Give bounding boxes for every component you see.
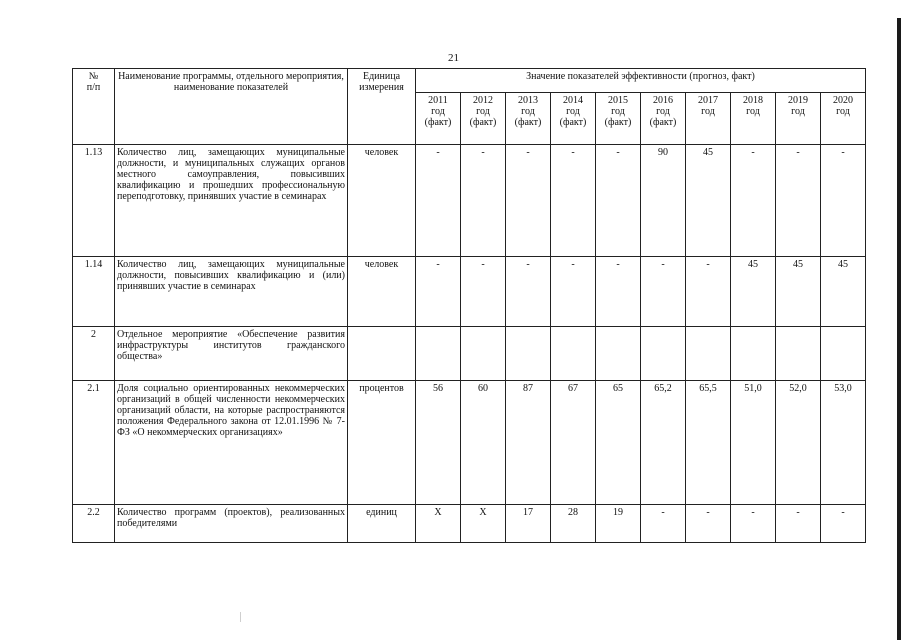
- row-number: 2.2: [73, 505, 115, 543]
- header-year-2020: 2020 год: [821, 93, 866, 145]
- indicators-table: [72, 68, 866, 543]
- indicator-value: -: [641, 257, 686, 327]
- table-row: [73, 257, 866, 327]
- page-edge-shadow: [897, 18, 901, 640]
- indicator-value: 28: [551, 505, 596, 543]
- indicator-value: -: [686, 257, 731, 327]
- indicator-value: [596, 327, 641, 381]
- header-values-group: Значение показателей эффективности (прогноз, факт): [416, 69, 866, 93]
- header-year-2016: 2016 год (факт): [641, 93, 686, 145]
- indicator-unit: человек: [348, 257, 416, 327]
- header-year-2015: 2015 год (факт): [596, 93, 641, 145]
- indicator-value: -: [731, 505, 776, 543]
- indicator-value: -: [506, 145, 551, 257]
- indicator-value: -: [596, 145, 641, 257]
- indicator-value: -: [776, 505, 821, 543]
- indicator-value: -: [596, 257, 641, 327]
- indicator-unit: процентов: [348, 381, 416, 505]
- indicator-value: 65,2: [641, 381, 686, 505]
- indicator-value: [776, 327, 821, 381]
- indicator-value: 45: [686, 145, 731, 257]
- indicator-value: 19: [596, 505, 641, 543]
- row-number: 2.1: [73, 381, 115, 505]
- indicator-value: 45: [776, 257, 821, 327]
- page-number: 21: [448, 52, 459, 64]
- indicator-value: -: [821, 145, 866, 257]
- table-header: [73, 69, 866, 145]
- row-number: 2: [73, 327, 115, 381]
- table-row: [73, 145, 866, 257]
- indicator-value: 67: [551, 381, 596, 505]
- indicator-unit: единиц: [348, 505, 416, 543]
- indicator-name: Количество лиц, замещающих муниципальные должности, повысивших квалификацию и (или) принявших участие в семинарах: [115, 257, 348, 327]
- scan-mark: [240, 612, 241, 622]
- row-number: 1.13: [73, 145, 115, 257]
- table-row: [73, 327, 866, 381]
- header-year-2014: 2014 год (факт): [551, 93, 596, 145]
- indicator-value: 56: [416, 381, 461, 505]
- indicator-value: 52,0: [776, 381, 821, 505]
- table-row: [73, 381, 866, 505]
- indicator-value: Х: [416, 505, 461, 543]
- indicator-unit: человек: [348, 145, 416, 257]
- indicator-value: -: [731, 145, 776, 257]
- indicator-value: 65,5: [686, 381, 731, 505]
- indicator-value: [551, 327, 596, 381]
- header-year-2013: 2013 год (факт): [506, 93, 551, 145]
- header-name: Наименование программы, отдельного мероприятия, наименование показателей: [115, 69, 348, 145]
- indicator-value: 53,0: [821, 381, 866, 505]
- indicator-value: 45: [821, 257, 866, 327]
- indicator-value: 17: [506, 505, 551, 543]
- indicator-value: [506, 327, 551, 381]
- indicator-value: Х: [461, 505, 506, 543]
- row-number: 1.14: [73, 257, 115, 327]
- table-body: [73, 145, 866, 543]
- indicator-name: Отдельное мероприятие «Обеспечение развития инфраструктуры институтов гражданского общества»: [115, 327, 348, 381]
- indicator-value: -: [461, 257, 506, 327]
- indicator-name: Количество лиц, замещающих муниципальные должности, и муниципальных служащих органов местного самоуправления, повысивших квалификацию и прошедших профессиональную переподготовку, принявших участие в семинарах: [115, 145, 348, 257]
- indicator-value: [461, 327, 506, 381]
- indicator-value: [686, 327, 731, 381]
- header-unit: Единица измерения: [348, 69, 416, 145]
- header-year-2012: 2012 год (факт): [461, 93, 506, 145]
- indicator-value: [821, 327, 866, 381]
- indicator-value: -: [821, 505, 866, 543]
- indicator-value: -: [416, 257, 461, 327]
- indicator-name: Доля социально ориентированных некоммерческих организаций в общей численности некоммерческих организаций области, на которые распространяются положения Федерального закона от 12.01.1996 № 7-ФЗ «О некоммерческих организациях»: [115, 381, 348, 505]
- indicator-value: 65: [596, 381, 641, 505]
- indicator-value: -: [551, 257, 596, 327]
- indicator-value: 87: [506, 381, 551, 505]
- indicator-value: [641, 327, 686, 381]
- header-year-2017: 2017 год: [686, 93, 731, 145]
- indicator-value: -: [641, 505, 686, 543]
- indicator-value: -: [461, 145, 506, 257]
- indicator-unit: [348, 327, 416, 381]
- indicator-value: -: [416, 145, 461, 257]
- indicator-value: 51,0: [731, 381, 776, 505]
- indicator-value: [731, 327, 776, 381]
- header-year-2011: 2011 год (факт): [416, 93, 461, 145]
- indicator-value: 90: [641, 145, 686, 257]
- indicator-value: 60: [461, 381, 506, 505]
- indicator-value: -: [686, 505, 731, 543]
- indicator-value: [416, 327, 461, 381]
- header-year-2019: 2019 год: [776, 93, 821, 145]
- indicator-name: Количество программ (проектов), реализованных победителями: [115, 505, 348, 543]
- indicator-value: -: [551, 145, 596, 257]
- indicator-value: -: [776, 145, 821, 257]
- header-year-2018: 2018 год: [731, 93, 776, 145]
- header-number: № п/п: [73, 69, 115, 145]
- table-row: [73, 505, 866, 543]
- indicator-value: -: [506, 257, 551, 327]
- indicator-value: 45: [731, 257, 776, 327]
